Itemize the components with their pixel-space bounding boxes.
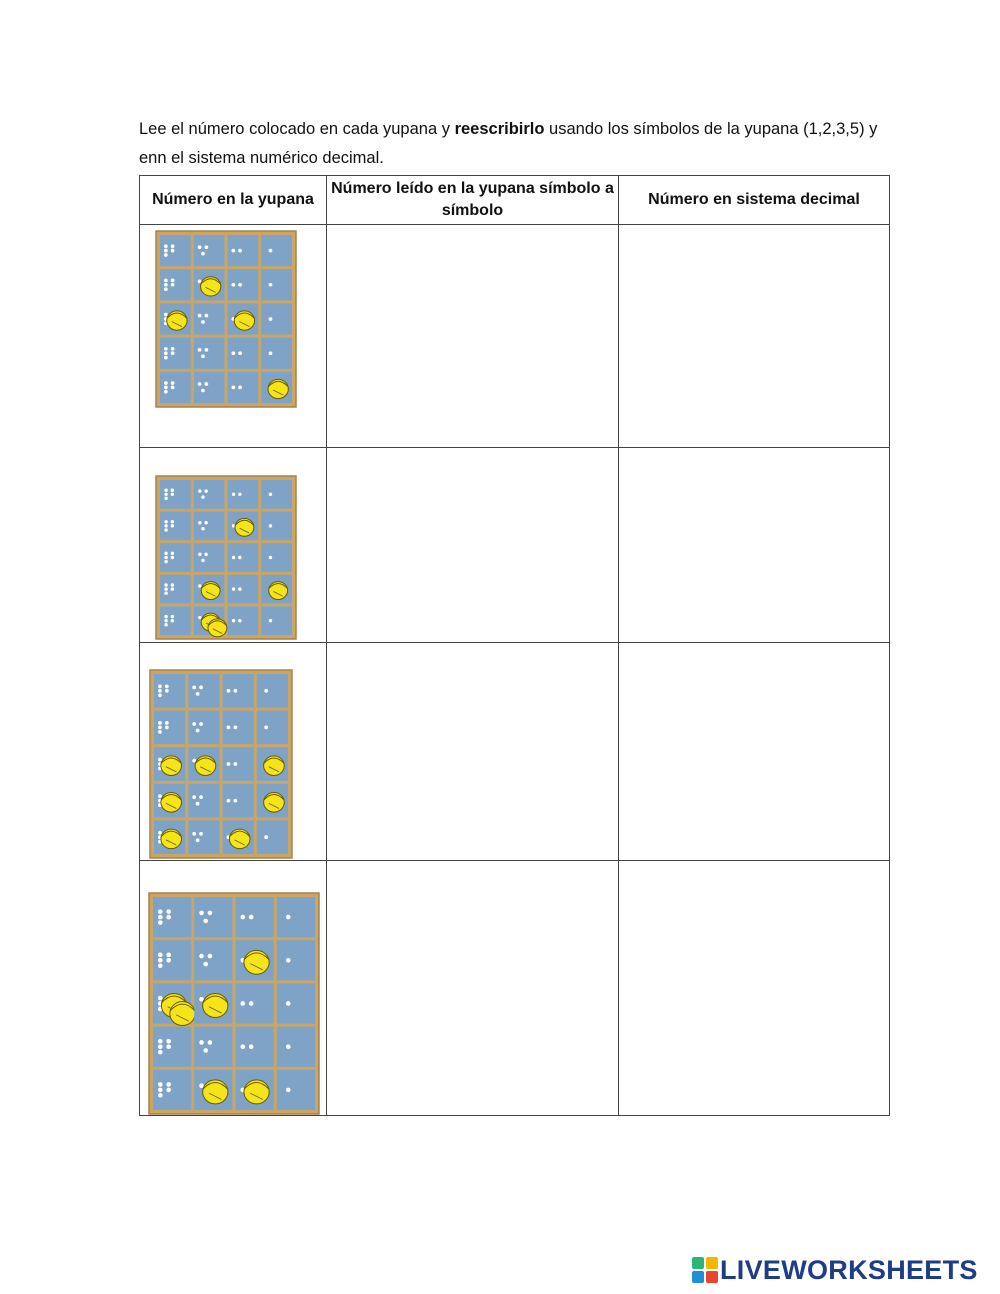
yupana-dot bbox=[286, 1044, 291, 1049]
yupana-dot bbox=[171, 244, 175, 248]
yupana-dot bbox=[158, 958, 163, 963]
yupana-dot bbox=[231, 283, 235, 287]
yupana-dot bbox=[171, 583, 174, 586]
yupana-cell bbox=[140, 448, 327, 643]
yupana-dot bbox=[199, 832, 203, 836]
header-yupana: Número en la yupana bbox=[140, 176, 327, 225]
yupana-dot bbox=[232, 587, 235, 590]
yupana-cell-square bbox=[188, 711, 219, 745]
yupana-dot bbox=[166, 953, 171, 958]
acorn-icon bbox=[161, 756, 182, 776]
yupana-dot bbox=[196, 692, 200, 696]
yupana-cell-square bbox=[194, 543, 225, 572]
yupana-dot bbox=[199, 795, 203, 799]
yupana-dot bbox=[171, 249, 175, 253]
yupana-dot bbox=[201, 527, 204, 530]
yupana-dot bbox=[238, 351, 242, 355]
yupana-cell-square bbox=[194, 235, 225, 266]
yupana-dot bbox=[171, 556, 174, 559]
yupana-dot bbox=[198, 553, 201, 556]
yupana-dot bbox=[269, 283, 273, 287]
yupana-cell-square bbox=[194, 338, 225, 369]
yupana-dot bbox=[233, 689, 237, 693]
answer-decimal-field[interactable] bbox=[619, 643, 890, 861]
yupana-dot bbox=[192, 795, 196, 799]
liveworksheets-logo bbox=[692, 1255, 978, 1285]
yupana-dot bbox=[201, 320, 205, 324]
yupana-dot bbox=[158, 684, 162, 688]
yupana-dot bbox=[164, 552, 167, 555]
answer-decimal-field[interactable] bbox=[619, 861, 890, 1116]
yupana-dot bbox=[238, 283, 242, 287]
yupana-dot bbox=[231, 386, 235, 390]
yupana-dot bbox=[192, 685, 196, 689]
yupana-dot bbox=[158, 920, 163, 925]
yupana-dot bbox=[165, 689, 169, 693]
yupana-dot bbox=[171, 587, 174, 590]
yupana-cell-square bbox=[194, 940, 232, 980]
yupana-dot bbox=[171, 279, 175, 283]
yupana-dot bbox=[227, 726, 231, 730]
yupana-dot bbox=[164, 587, 167, 590]
yupana-dot bbox=[269, 619, 272, 622]
table-row bbox=[140, 225, 890, 448]
yupana-dot bbox=[171, 615, 174, 618]
yupana-dot bbox=[286, 1088, 291, 1093]
yupana-dot bbox=[158, 909, 163, 914]
yupana-dot bbox=[198, 348, 202, 352]
acorn-icon bbox=[201, 582, 220, 600]
yupana-dot bbox=[269, 493, 272, 496]
yupana-dot bbox=[158, 996, 163, 1001]
yupana-dot bbox=[204, 382, 208, 386]
yupana-dot bbox=[171, 493, 174, 496]
yupana-dot bbox=[164, 583, 167, 586]
yupana-dot bbox=[198, 245, 202, 249]
instructions bbox=[139, 115, 899, 173]
yupana-dot bbox=[171, 488, 174, 491]
yupana-dot bbox=[164, 356, 168, 360]
yupana-cell-square bbox=[194, 303, 225, 334]
yupana-dot bbox=[201, 354, 205, 358]
yupana-dot bbox=[264, 835, 268, 839]
yupana-cell bbox=[140, 225, 327, 448]
yupana-dot bbox=[164, 528, 167, 531]
yupana-dot bbox=[164, 279, 168, 283]
yupana-cell bbox=[140, 643, 327, 861]
yupana-cell-square bbox=[188, 674, 219, 708]
yupana-cell-square bbox=[261, 338, 292, 369]
yupana-dot bbox=[249, 915, 254, 920]
yupana-dot bbox=[158, 693, 162, 697]
yupana-dot bbox=[164, 253, 168, 257]
yupana-dot bbox=[264, 726, 268, 730]
acorn-icon bbox=[244, 1080, 269, 1104]
acorn-icon bbox=[269, 582, 288, 600]
yupana-dot bbox=[164, 386, 168, 390]
yupana-dot bbox=[269, 556, 272, 559]
yupana-cell-square bbox=[257, 711, 288, 745]
acorn-icon bbox=[264, 756, 285, 776]
yupana-dot bbox=[164, 287, 168, 291]
yupana-dot bbox=[158, 1093, 163, 1098]
yupana-dot bbox=[158, 1082, 163, 1087]
yupana-cell-square bbox=[261, 606, 292, 635]
acorn-icon bbox=[244, 950, 269, 974]
yupana-dot bbox=[158, 730, 162, 734]
yupana-cell-square bbox=[261, 269, 292, 300]
yupana-dot bbox=[238, 249, 242, 253]
acorn-icon bbox=[229, 829, 250, 849]
yupana-dot bbox=[171, 381, 175, 385]
yupana-dot bbox=[164, 351, 168, 355]
yupana-dot bbox=[269, 524, 272, 527]
yupana-dot bbox=[204, 245, 208, 249]
yupana-dot bbox=[164, 591, 167, 594]
yupana-cell bbox=[140, 861, 327, 1116]
yupana-dot bbox=[227, 689, 231, 693]
yupana-dot bbox=[198, 584, 201, 587]
yupana-dot bbox=[164, 556, 167, 559]
yupana-dot bbox=[166, 1039, 171, 1044]
yupana-dot bbox=[240, 1001, 245, 1006]
yupana-dot bbox=[204, 489, 207, 492]
yupana-dot bbox=[233, 762, 237, 766]
yupana-board bbox=[149, 893, 319, 1114]
yupana-cell-square bbox=[277, 983, 315, 1023]
yupana-cell-square bbox=[194, 512, 225, 541]
yupana-dot bbox=[227, 762, 231, 766]
yupana-dot bbox=[204, 521, 207, 524]
yupana-dot bbox=[158, 758, 162, 762]
yupana-cell-square bbox=[194, 480, 225, 509]
instructions-text-1: Lee el número colocado en cada yupana y bbox=[139, 120, 455, 138]
answer-decimal-field[interactable] bbox=[619, 448, 890, 643]
answer-decimal-field[interactable] bbox=[619, 225, 890, 448]
yupana-dot bbox=[166, 1082, 171, 1087]
instructions-text-2: usando los símbolos de la yupana (1,2,3,5) y enn el sistema numérico decimal. bbox=[139, 120, 878, 167]
yupana-dot bbox=[286, 1001, 291, 1006]
yupana-cell-square bbox=[257, 674, 288, 708]
yupana-dot bbox=[238, 556, 241, 559]
yupana-dot bbox=[166, 958, 171, 963]
yupana-dot bbox=[203, 919, 208, 924]
yupana-board bbox=[156, 231, 296, 407]
answer-read-field[interactable] bbox=[327, 861, 619, 1116]
yupana-dot bbox=[164, 313, 168, 317]
yupana-dot bbox=[165, 726, 169, 730]
yupana-dot bbox=[164, 283, 168, 287]
yupana-dot bbox=[166, 1088, 171, 1093]
yupana-dot bbox=[158, 915, 163, 920]
yupana-dot bbox=[164, 390, 168, 394]
yupana-dot bbox=[249, 1001, 254, 1006]
yupana-dot bbox=[232, 493, 235, 496]
yupana-dot bbox=[158, 953, 163, 958]
yupana-dot bbox=[204, 348, 208, 352]
yupana-dot bbox=[238, 386, 242, 390]
yupana-dot bbox=[164, 615, 167, 618]
yupana-dot bbox=[240, 915, 245, 920]
acorn-icon bbox=[268, 379, 288, 398]
yupana-dot bbox=[171, 520, 174, 523]
yupana-dot bbox=[196, 838, 200, 842]
yupana-dot bbox=[164, 493, 167, 496]
yupana-dot bbox=[203, 962, 208, 967]
yupana-cell-square bbox=[194, 372, 225, 403]
logo-icon bbox=[692, 1257, 718, 1283]
yupana-cell-square bbox=[257, 820, 288, 854]
yupana-dot bbox=[166, 1044, 171, 1049]
acorn-icon bbox=[161, 792, 182, 812]
yupana-dot bbox=[164, 524, 167, 527]
yupana-dot bbox=[164, 249, 168, 253]
yupana-dot bbox=[286, 915, 291, 920]
yupana-image bbox=[140, 861, 326, 1115]
yupana-dot bbox=[204, 553, 207, 556]
yupana-dot bbox=[171, 283, 175, 287]
yupana-dot bbox=[165, 721, 169, 725]
yupana-board bbox=[156, 476, 296, 639]
yupana-dot bbox=[164, 244, 168, 248]
yupana-dot bbox=[158, 726, 162, 730]
yupana-cell-square bbox=[277, 1070, 315, 1110]
yupana-dot bbox=[198, 314, 202, 318]
yupana-dot bbox=[171, 347, 175, 351]
yupana-dot bbox=[164, 619, 167, 622]
header-row bbox=[140, 176, 890, 225]
table-row bbox=[140, 861, 890, 1116]
yupana-dot bbox=[203, 1048, 208, 1053]
yupana-dot bbox=[269, 317, 273, 321]
yupana-dot bbox=[198, 382, 202, 386]
acorn-icon bbox=[203, 994, 228, 1018]
logo-text: LIVEWORKSHEETS bbox=[720, 1254, 978, 1285]
yupana-dot bbox=[238, 493, 241, 496]
yupana-dot bbox=[208, 1040, 213, 1045]
yupana-dot bbox=[199, 954, 204, 959]
acorn-icon bbox=[264, 792, 285, 812]
yupana-dot bbox=[208, 911, 213, 916]
yupana-cell-square bbox=[188, 784, 219, 818]
acorn-icon bbox=[170, 1002, 195, 1026]
yupana-dot bbox=[158, 831, 162, 835]
yupana-image bbox=[140, 448, 326, 642]
yupana-image bbox=[140, 643, 326, 860]
yupana-dot bbox=[196, 802, 200, 806]
yupana-dot bbox=[164, 623, 167, 626]
yupana-dot bbox=[171, 351, 175, 355]
yupana-dot bbox=[286, 958, 291, 963]
yupana-dot bbox=[164, 381, 168, 385]
yupana-dot bbox=[269, 351, 273, 355]
yupana-dot bbox=[201, 559, 204, 562]
header-read: Número leído en la yupana símbolo a símbolo bbox=[327, 176, 619, 225]
yupana-dot bbox=[232, 619, 235, 622]
yupana-dot bbox=[199, 685, 203, 689]
yupana-dot bbox=[227, 799, 231, 803]
yupana-dot bbox=[171, 552, 174, 555]
yupana-dot bbox=[264, 689, 268, 693]
answer-read-field[interactable] bbox=[327, 448, 619, 643]
yupana-dot bbox=[231, 351, 235, 355]
yupana-cell-square bbox=[261, 543, 292, 572]
yupana-cell-square bbox=[277, 897, 315, 937]
acorn-icon bbox=[161, 829, 182, 849]
answer-read-field[interactable] bbox=[327, 643, 619, 861]
yupana-dot bbox=[164, 520, 167, 523]
yupana-cell-square bbox=[261, 235, 292, 266]
yupana-cell-square bbox=[188, 820, 219, 854]
yupana-dot bbox=[164, 497, 167, 500]
yupana-dot bbox=[158, 1088, 163, 1093]
yupana-dot bbox=[164, 488, 167, 491]
acorn-icon bbox=[167, 311, 187, 330]
yupana-cell-square bbox=[261, 303, 292, 334]
acorn-icon bbox=[208, 619, 227, 637]
yupana-dot bbox=[192, 832, 196, 836]
yupana-cell-square bbox=[194, 897, 232, 937]
yupana-dot bbox=[158, 1044, 163, 1049]
yupana-cell-square bbox=[277, 1027, 315, 1067]
yupana-dot bbox=[232, 556, 235, 559]
instructions-bold: reescribirlo bbox=[454, 120, 545, 138]
yupana-dot bbox=[201, 252, 205, 256]
yupana-dot bbox=[165, 684, 169, 688]
yupana-dot bbox=[198, 616, 201, 619]
yupana-dot bbox=[171, 619, 174, 622]
yupana-dot bbox=[204, 314, 208, 318]
yupana-dot bbox=[199, 1040, 204, 1045]
yupana-dot bbox=[171, 386, 175, 390]
acorn-icon bbox=[203, 1080, 228, 1104]
yupana-dot bbox=[238, 587, 241, 590]
yupana-cell-square bbox=[261, 512, 292, 541]
yupana-cell-square bbox=[277, 940, 315, 980]
yupana-dot bbox=[171, 524, 174, 527]
answer-read-field[interactable] bbox=[327, 225, 619, 448]
yupana-dot bbox=[199, 911, 204, 916]
yupana-dot bbox=[158, 963, 163, 968]
yupana-dot bbox=[196, 729, 200, 733]
yupana-dot bbox=[199, 722, 203, 726]
yupana-dot bbox=[158, 1039, 163, 1044]
yupana-dot bbox=[192, 722, 196, 726]
acorn-icon bbox=[195, 756, 216, 776]
worksheet-table bbox=[139, 175, 890, 1116]
yupana-dot bbox=[269, 249, 273, 253]
yupana-dot bbox=[208, 954, 213, 959]
table-row bbox=[140, 643, 890, 861]
yupana-image bbox=[140, 225, 326, 447]
yupana-dot bbox=[158, 721, 162, 725]
table-row bbox=[140, 448, 890, 643]
yupana-dot bbox=[238, 619, 241, 622]
yupana-dot bbox=[158, 794, 162, 798]
yupana-dot bbox=[201, 389, 205, 393]
yupana-dot bbox=[166, 915, 171, 920]
yupana-dot bbox=[233, 799, 237, 803]
acorn-icon bbox=[235, 518, 254, 536]
yupana-cell-square bbox=[261, 480, 292, 509]
yupana-board bbox=[150, 670, 292, 858]
yupana-cell-square bbox=[194, 1027, 232, 1067]
yupana-dot bbox=[240, 1044, 245, 1049]
yupana-dot bbox=[231, 249, 235, 253]
yupana-dot bbox=[158, 689, 162, 693]
yupana-dot bbox=[158, 1050, 163, 1055]
acorn-icon bbox=[201, 277, 221, 296]
yupana-dot bbox=[249, 1044, 254, 1049]
header-decimal: Número en sistema decimal bbox=[619, 176, 890, 225]
yupana-dot bbox=[198, 489, 201, 492]
yupana-dot bbox=[198, 521, 201, 524]
yupana-dot bbox=[166, 909, 171, 914]
yupana-dot bbox=[233, 726, 237, 730]
acorn-icon bbox=[234, 311, 254, 330]
yupana-dot bbox=[164, 560, 167, 563]
yupana-dot bbox=[164, 347, 168, 351]
yupana-dot bbox=[201, 495, 204, 498]
